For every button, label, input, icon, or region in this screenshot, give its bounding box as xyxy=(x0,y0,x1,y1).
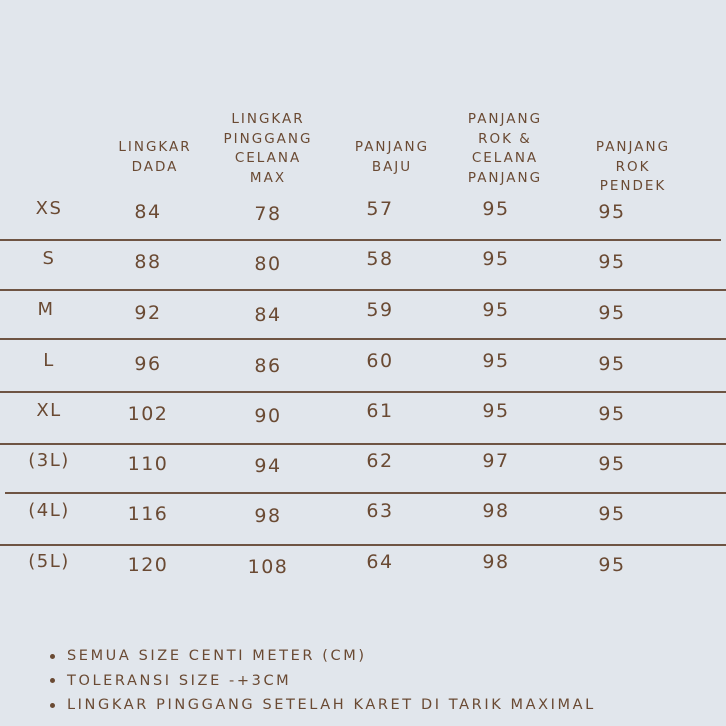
size-label: (4L) xyxy=(28,500,70,521)
row-divider xyxy=(0,239,721,241)
cell-value: 78 xyxy=(254,203,282,225)
cell-value: 95 xyxy=(482,299,510,321)
cell-value: 59 xyxy=(366,299,394,321)
cell-value: 110 xyxy=(127,453,169,475)
cell-value: 120 xyxy=(127,554,169,576)
cell-value: 95 xyxy=(598,251,626,273)
bullet-icon xyxy=(50,678,55,683)
cell-value: 95 xyxy=(598,403,626,425)
cell-value: 95 xyxy=(598,302,626,324)
cell-value: 84 xyxy=(134,201,162,223)
bullet-icon xyxy=(50,654,55,659)
table-row xyxy=(0,551,726,591)
cell-value: 95 xyxy=(598,453,626,475)
cell-value: 95 xyxy=(482,198,510,220)
cell-value: 88 xyxy=(134,251,162,273)
size-label: L xyxy=(43,350,55,371)
list-item xyxy=(50,644,596,669)
cell-value: 95 xyxy=(482,350,510,372)
table-row xyxy=(0,198,726,238)
table-row xyxy=(0,248,726,288)
cell-value: 92 xyxy=(134,302,162,324)
bullet-icon xyxy=(50,703,55,708)
cell-value: 94 xyxy=(254,455,282,477)
cell-value: 62 xyxy=(366,450,394,472)
cell-value: 95 xyxy=(598,353,626,375)
cell-value: 98 xyxy=(482,551,510,573)
cell-value: 95 xyxy=(598,201,626,223)
note-text: SEMUA SIZE CENTI METER (CM) xyxy=(67,648,367,664)
row-divider xyxy=(0,544,726,546)
cell-value: 116 xyxy=(127,503,169,525)
list-item xyxy=(50,669,596,694)
list-item xyxy=(50,693,596,718)
size-label: M xyxy=(37,299,55,320)
table-row xyxy=(0,450,726,490)
cell-value: 96 xyxy=(134,353,162,375)
row-divider xyxy=(5,492,726,494)
notes-list xyxy=(50,644,596,718)
header-panjang-rok-pendek: PANJANG ROK PENDEK xyxy=(595,139,671,194)
header-lingkar-dada: LINGKAR DADA xyxy=(118,139,192,175)
cell-value: 102 xyxy=(127,403,169,425)
note-text: TOLERANSI SIZE -+3CM xyxy=(67,672,292,689)
table-row xyxy=(0,299,726,339)
header-panjang-baju: PANJANG BAJU xyxy=(354,139,430,175)
cell-value: 95 xyxy=(598,554,626,576)
cell-value: 64 xyxy=(366,551,394,573)
size-label: (5L) xyxy=(28,551,70,572)
header-panjang-rok-celana: PANJANG ROK & CELANA PANJANG xyxy=(467,111,543,186)
cell-value: 90 xyxy=(254,405,282,427)
table-row xyxy=(0,500,726,540)
cell-value: 57 xyxy=(366,198,394,220)
cell-value: 80 xyxy=(254,253,282,275)
size-label: XS xyxy=(35,198,63,219)
size-label: (3L) xyxy=(28,450,70,471)
cell-value: 58 xyxy=(366,248,394,270)
row-divider xyxy=(0,391,726,393)
row-divider xyxy=(0,338,726,340)
table-row xyxy=(0,400,726,440)
header-lingkar-pinggang: LINGKAR PINGGANG CELANA MAX xyxy=(223,111,313,186)
cell-value: 84 xyxy=(254,304,282,326)
cell-value: 98 xyxy=(254,505,282,527)
table-row xyxy=(0,350,726,390)
cell-value: 61 xyxy=(366,400,394,422)
cell-value: 95 xyxy=(482,248,510,270)
cell-value: 86 xyxy=(254,355,282,377)
cell-value: 63 xyxy=(366,500,394,522)
cell-value: 98 xyxy=(482,500,510,522)
cell-value: 95 xyxy=(482,400,510,422)
row-divider xyxy=(0,443,726,445)
cell-value: 60 xyxy=(366,350,394,372)
row-divider xyxy=(0,289,726,291)
cell-value: 97 xyxy=(482,450,510,472)
size-label: S xyxy=(42,248,56,269)
note-text: LINGKAR PINGGANG SETELAH KARET DI TARIK MAXIMAL xyxy=(67,697,596,713)
cell-value: 108 xyxy=(247,556,289,578)
cell-value: 95 xyxy=(598,503,626,525)
size-label: XL xyxy=(36,400,62,421)
